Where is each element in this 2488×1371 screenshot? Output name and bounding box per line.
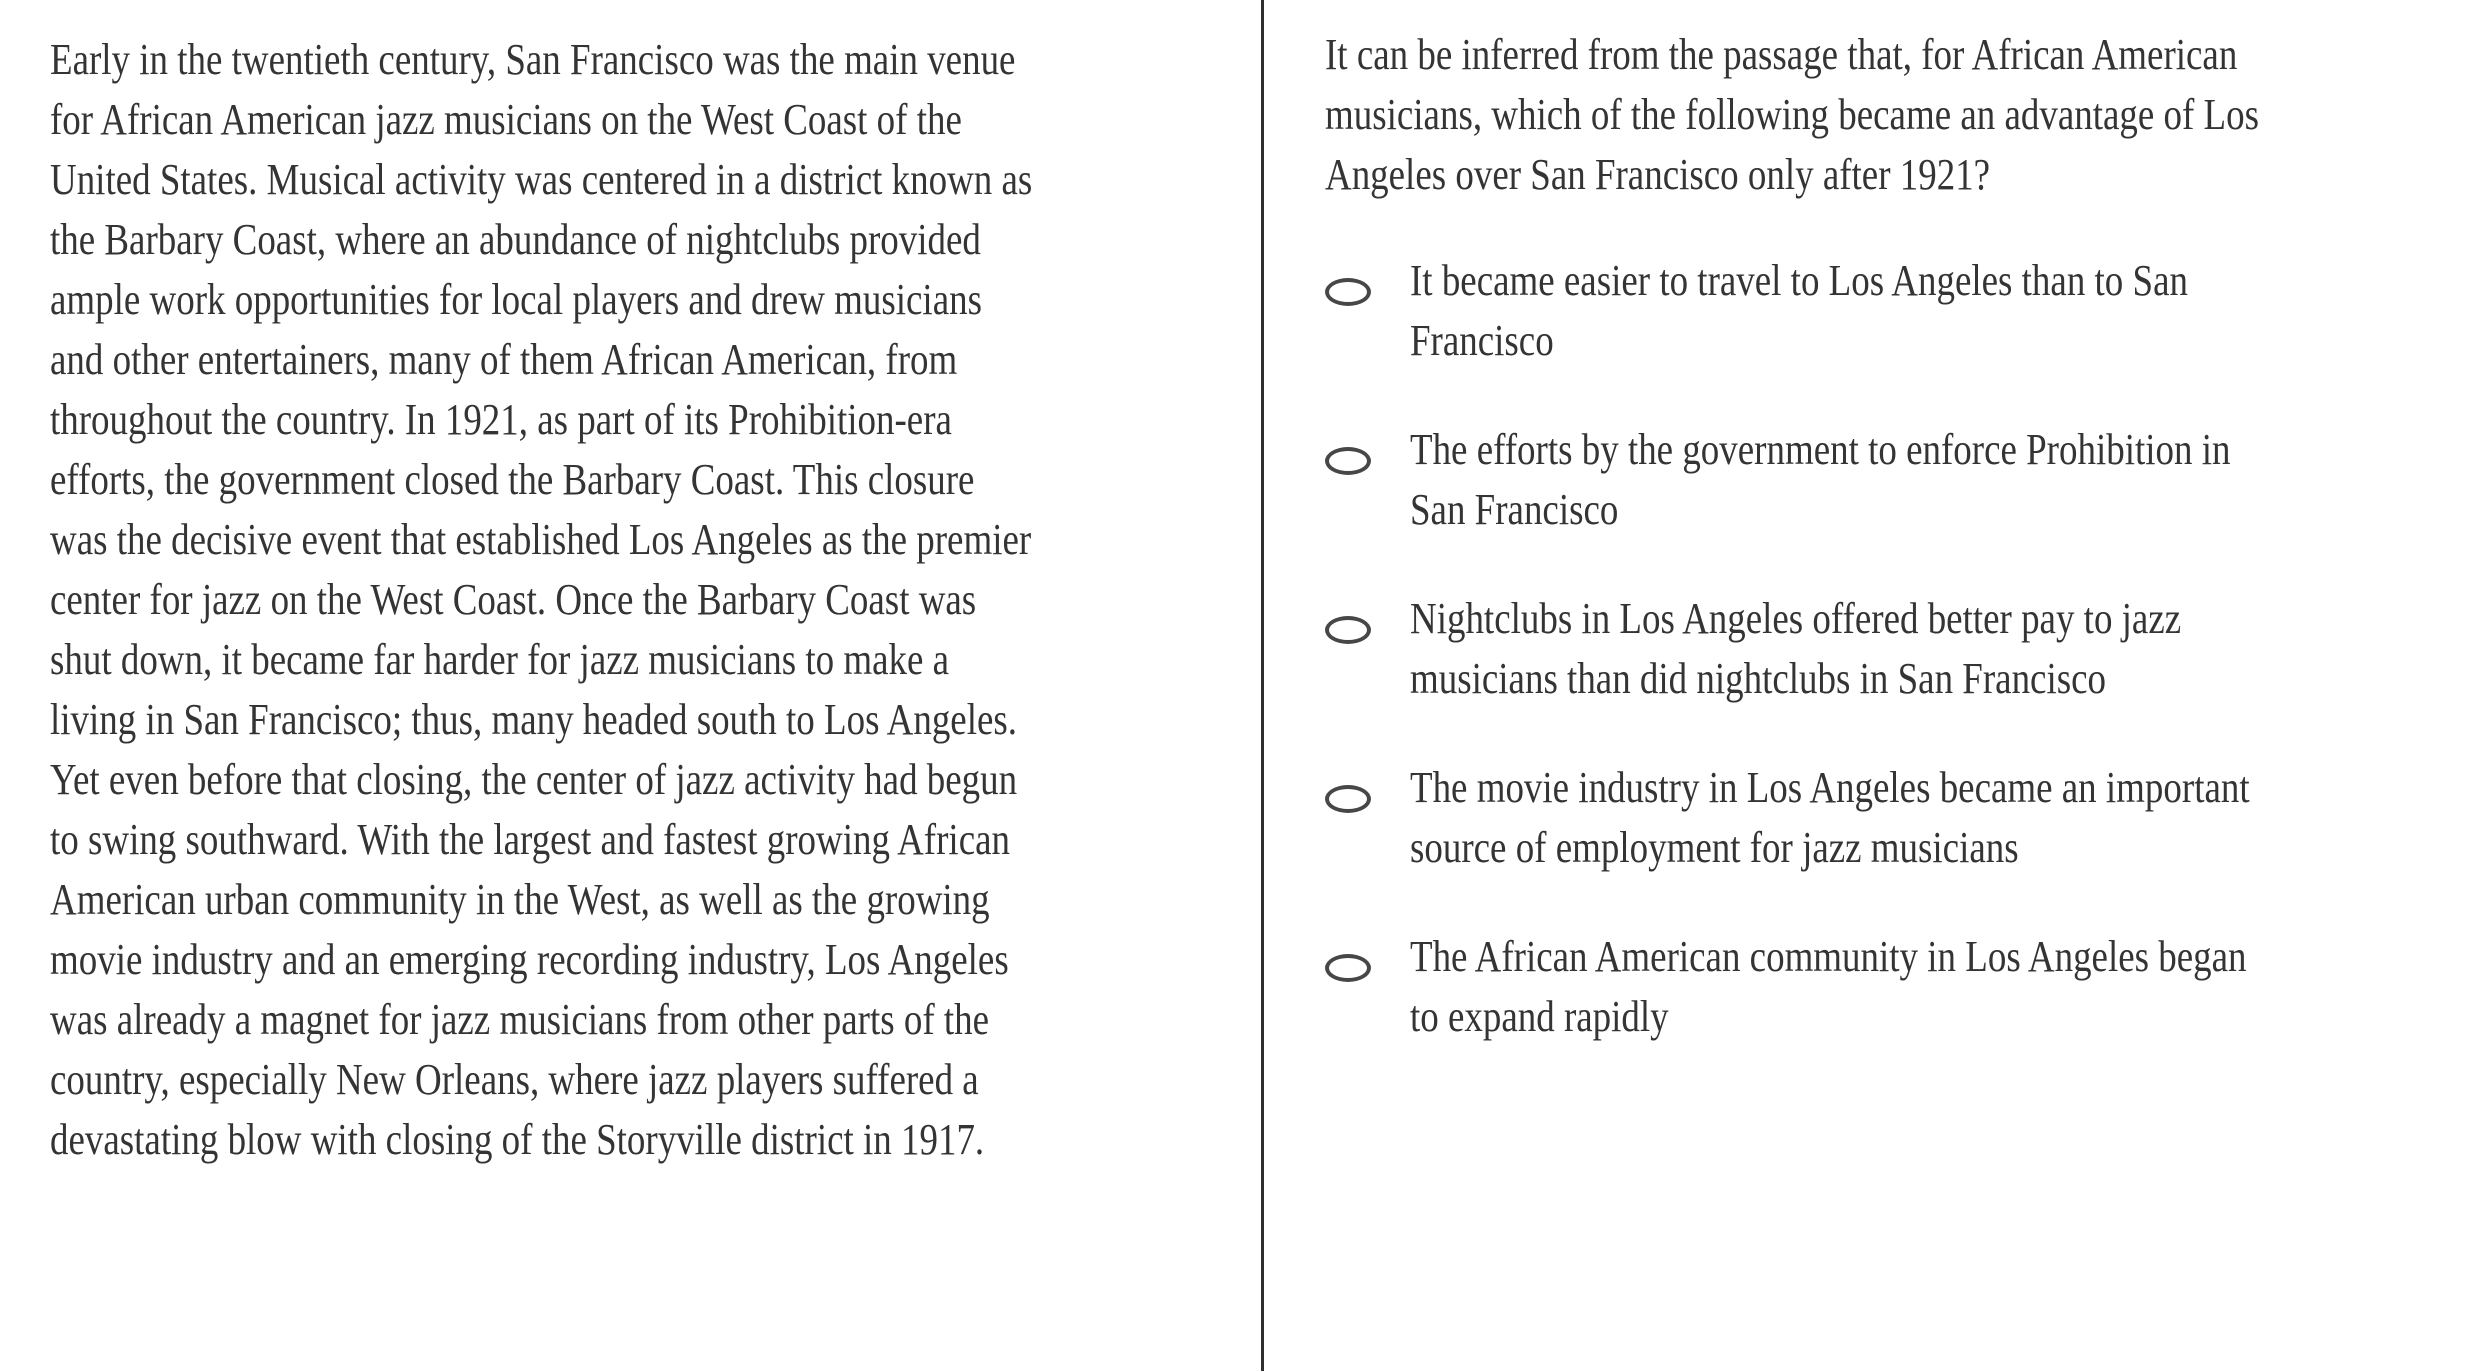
answer-choices	[1325, 251, 2488, 1047]
text-line: Early in the twentieth century, San Francisco was the main venue	[50, 35, 1016, 84]
choice-text	[1410, 589, 2328, 709]
text-line: It became easier to travel to Los Angeles than to San	[1410, 256, 2188, 305]
text-line: Francisco	[1410, 316, 1554, 365]
choice-text	[1410, 420, 2387, 540]
answer-choice-3[interactable]	[1325, 589, 2488, 709]
text-line: shut down, it became far harder for jazz musicians to make a	[50, 635, 950, 684]
text-line: the Barbary Coast, where an abundance of nightclubs provided	[50, 215, 981, 264]
text-line: It can be inferred from the passage that, for African American	[1325, 30, 2238, 79]
text-line: United States. Musical activity was centered in a district known as	[50, 155, 1033, 204]
text-line: efforts, the government closed the Barbary Coast. This closure	[50, 455, 975, 504]
radio-button-icon[interactable]	[1325, 954, 1371, 982]
text-line: musicians than did nightclubs in San Francisco	[1410, 654, 2107, 703]
text-line: musicians, which of the following became an advantage of Los	[1325, 90, 2259, 139]
choice-text	[1410, 758, 2410, 878]
text-line: center for jazz on the West Coast. Once the Barbary Coast was	[50, 575, 977, 624]
text-line: country, especially New Orleans, where jazz players suffered a	[50, 1055, 979, 1104]
text-line: The efforts by the government to enforce Prohibition in	[1410, 425, 2231, 474]
text-line: to expand rapidly	[1410, 992, 1669, 1041]
answer-choice-1[interactable]	[1325, 251, 2488, 371]
text-line: living in San Francisco; thus, many headed south to Los Angeles.	[50, 695, 1018, 744]
text-line: and other entertainers, many of them African American, from	[50, 335, 958, 384]
passage-text	[50, 30, 1219, 1170]
text-line: American urban community in the West, as well as the growing	[50, 875, 990, 924]
panel-divider	[1261, 0, 1264, 1371]
text-line: The African American community in Los Angeles began	[1410, 932, 2247, 981]
passage-panel	[50, 30, 1219, 1170]
text-line: ample work opportunities for local players and drew musicians	[50, 275, 982, 324]
choice-text	[1410, 251, 2336, 371]
text-line: movie industry and an emerging recording industry, Los Angeles	[50, 935, 1009, 984]
text-line: for African American jazz musicians on the West Coast of the	[50, 95, 962, 144]
text-line: The movie industry in Los Angeles became an important	[1410, 763, 2250, 812]
answer-choice-2[interactable]	[1325, 420, 2488, 540]
text-line: throughout the country. In 1921, as part of its Prohibition-era	[50, 395, 952, 444]
text-line: was already a magnet for jazz musicians from other parts of the	[50, 995, 990, 1044]
text-line: San Francisco	[1410, 485, 1619, 534]
radio-button-icon[interactable]	[1325, 785, 1371, 813]
text-line: Angeles over San Francisco only after 1921?	[1325, 150, 1991, 199]
text-line: Nightclubs in Los Angeles offered better pay to jazz	[1410, 594, 2182, 643]
answer-choice-4[interactable]	[1325, 758, 2488, 878]
text-line: was the decisive event that established Los Angeles as the premier	[50, 515, 1032, 564]
question-panel	[1325, 25, 2488, 1096]
choice-text	[1410, 927, 2406, 1047]
radio-button-icon[interactable]	[1325, 616, 1371, 644]
radio-button-icon[interactable]	[1325, 278, 1371, 306]
answer-choice-5[interactable]	[1325, 927, 2488, 1047]
text-line: source of employment for jazz musicians	[1410, 823, 2019, 872]
text-line: Yet even before that closing, the center of jazz activity had begun	[50, 755, 1018, 804]
radio-button-icon[interactable]	[1325, 447, 1371, 475]
question-text	[1325, 25, 2488, 205]
text-line: to swing southward. With the largest and fastest growing African	[50, 815, 1010, 864]
text-line: devastating blow with closing of the Storyville district in 1917.	[50, 1115, 985, 1164]
